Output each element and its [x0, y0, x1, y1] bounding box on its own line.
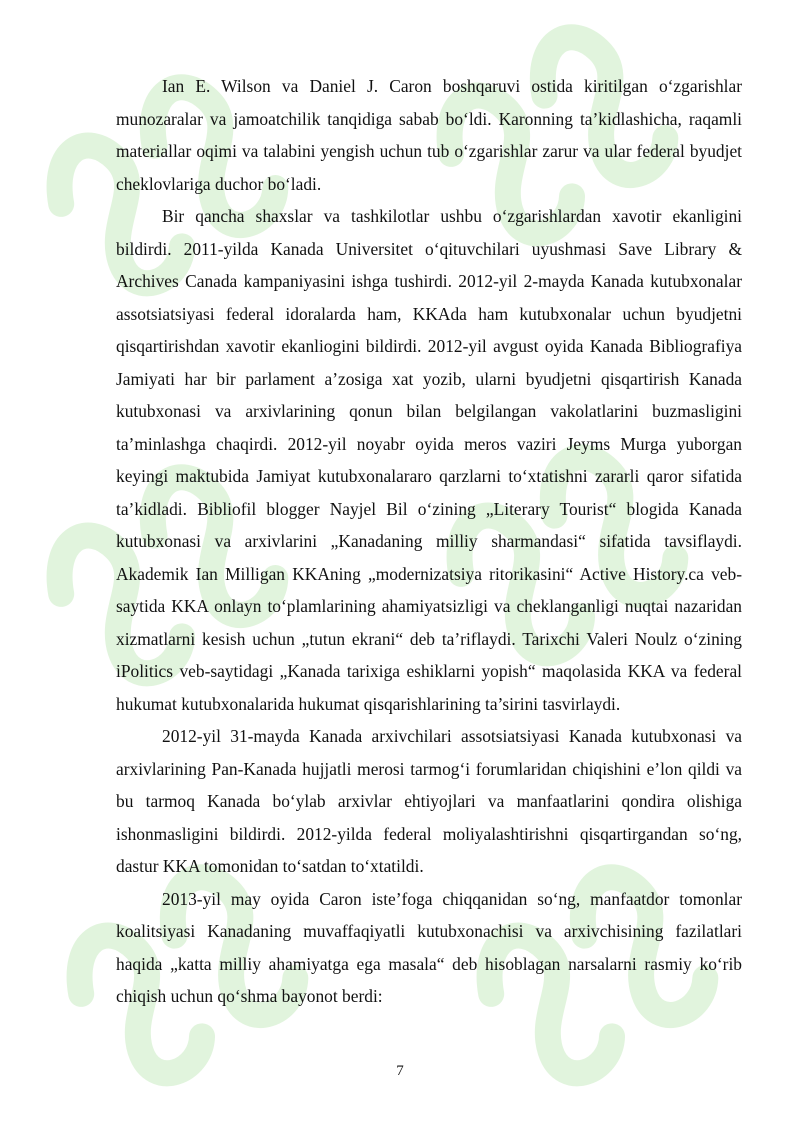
paragraph: 2012-yil 31-mayda Kanada arxivchilari assotsiatsiyasi Kanada kutubxonasi va arxivlarining Pan-Kanada hujjatli merosi tarmogʻi forumlaridan chiqishini e’lon qildi va bu tarmoq Kanada boʻylab arxivlar ehtiyojlari va manfaatlarini qondira olishiga ishonmasligini bildirdi. 2012-yilda federal moliyalashtirishni qisqartirgandan soʻng, dastur KKA tomonidan toʻsatdan toʻxtatildi.: [116, 726, 742, 876]
paragraph: Bir qancha shaxslar va tashkilotlar ushbu oʻzgarishlardan xavotir ekanligini bildirdi. 2011-yilda Kanada Universitet oʻqituvchilari uyushmasi Save Library & Archives Canada kampaniyasini ishga tushirdi. 2012-yil 2-mayda Kanada kutubxonalar assotsiatsiyasi federal idoralarda ham, KKAda ham kutubxonalar uchun byudjetni qisqartirishdan xavotir ekanliogini bildirdi. 2012-yil avgust oyida Kanada Bibliografiya Jamiyati har bir parlament a’zosiga xat yozib, ularni byudjetni qisqartirish Kanada kutubxonasi va arxivlarining qonun bilan belgilangan vakolatlarini buzmasligini ta’minlashga chaqirdi. 2012-yil noyabr oyida meros vaziri Jeyms Murga yuborgan keyingi maktubida Jamiyat kutubxonalararo qarzlarni toʻxtatishni zararli qaror sifatida ta’kidladi. Bibliofil blogger Nayjel Bil oʻzining „Literary Tourist“ blogida Kanada kutubxonasi va arxivlarini „Kanadaning milliy sharmandasi“ sifatida tavsiflaydi. Akademik Ian Milligan KKAning „modernizatsiya ritorikasini“ Active History.ca veb-saytida KKA onlayn toʻplamlarining ahamiyatsizligi va cheklanganligi nuqtai nazaridan xizmatlarni kesish uchun „tutun ekrani“ deb ta’riflaydi. Tarixchi Valeri Noulz oʻzining iPolitics veb-saytidagi „Kanada tarixiga eshiklarni yopish“ maqolasida KKA va federal hukumat kutubxonalarida hukumat qisqarishlarining ta’sirini tasvirlaydi.: [116, 206, 742, 714]
paragraph: Ian E. Wilson va Daniel J. Caron boshqaruvi ostida kiritilgan oʻzgarishlar munozaralar va jamoatchilik tanqidiga sabab boʻldi. Karonning taʼkidlashicha, raqamli materiallar oqimi va talabini yengish uchun tub oʻzgarishlar zarur va ular federal byudjet cheklovlariga duchor boʻladi.: [116, 76, 742, 194]
page-number: 7: [396, 1063, 404, 1079]
paragraph: 2013-yil may oyida Caron iste’foga chiqqanidan soʻng, manfaatdor tomonlar koalitsiyasi Kanadaning muvaffaqiyatli kutubxonachisi va arxivchisining fazilatlari haqida „katta milliy ahamiyatga ega masala“ deb hisoblagan narsalarni rasmiy koʻrib chiqish uchun qoʻshma bayonot berdi:: [116, 888, 742, 1006]
body-text: [116, 70, 742, 1013]
